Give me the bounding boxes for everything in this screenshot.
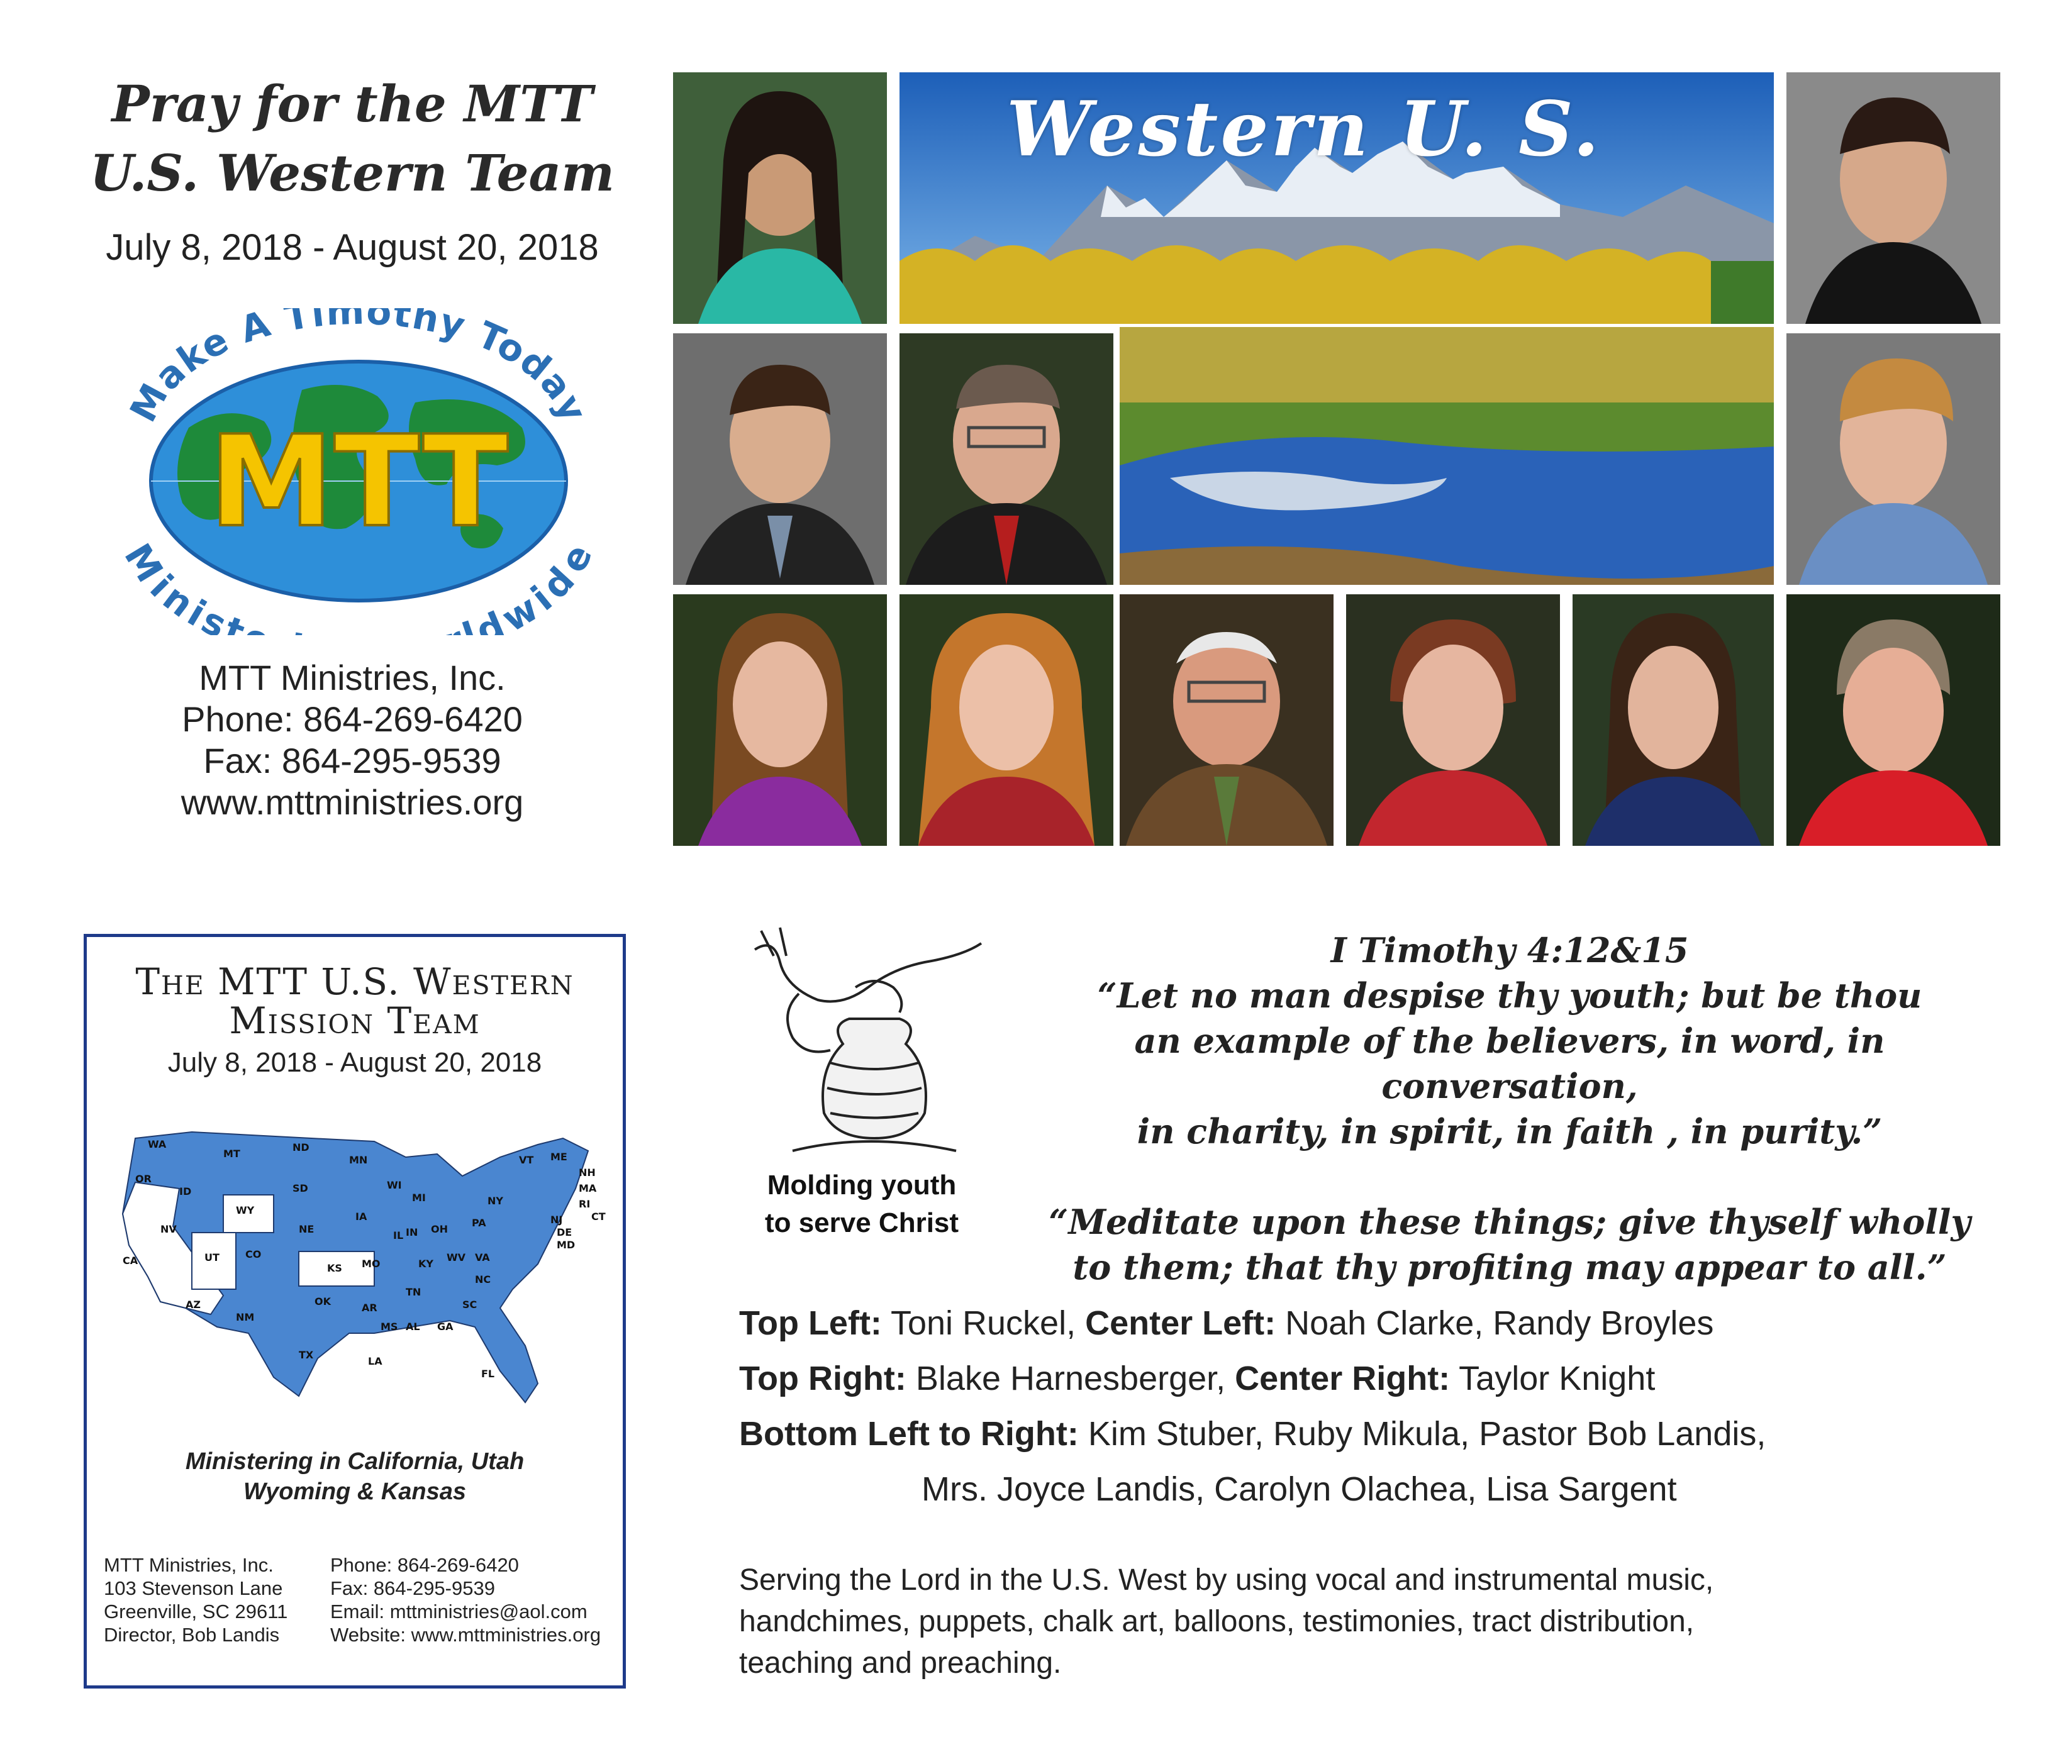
contact-line: Website: www.mttministries.org <box>330 1624 601 1646</box>
svg-text:MD: MD <box>557 1239 576 1251</box>
molding-line-2: to serve Christ <box>764 1207 959 1238</box>
address-line: Greenville, SC 29611 <box>104 1600 288 1623</box>
svg-text:TX: TX <box>299 1349 314 1361</box>
potter-hands-illustration <box>742 924 994 1170</box>
contact-fax: Fax: 864-295-9539 <box>203 741 501 780</box>
names-top-left: Toni Ruckel, <box>881 1304 1086 1342</box>
scripture-line: “Meditate upon these things; give thyself wholly <box>1049 1202 1971 1242</box>
svg-text:NH: NH <box>579 1167 596 1179</box>
svg-text:IN: IN <box>406 1226 418 1238</box>
svg-text:IA: IA <box>355 1211 367 1223</box>
contact-line: Fax: 864-295-9539 <box>330 1577 495 1599</box>
svg-text:OH: OH <box>431 1223 448 1235</box>
portrait-center-right <box>1786 333 2000 585</box>
contact-line: Email: mttministries@aol.com <box>330 1600 588 1623</box>
svg-text:NV: NV <box>160 1223 177 1235</box>
mission-box-contact <box>330 1553 620 1646</box>
team-line-1 <box>739 1295 1997 1351</box>
svg-text:ID: ID <box>179 1185 192 1197</box>
mtt-logo <box>113 308 604 635</box>
svg-text:UT: UT <box>204 1251 220 1263</box>
label-bottom: Bottom Left to Right: <box>739 1415 1079 1453</box>
svg-text:IL: IL <box>393 1229 404 1241</box>
serving-line: handchimes, puppets, chalk art, balloons, testimonies, tract distribution, <box>739 1605 1695 1638</box>
portrait-top-left <box>673 72 887 324</box>
portrait-bottom-5 <box>1573 594 1774 846</box>
svg-text:VA: VA <box>475 1251 490 1263</box>
portrait-top-right <box>1786 72 2000 324</box>
names-center-right: Taylor Knight <box>1450 1360 1656 1397</box>
svg-text:PA: PA <box>472 1217 486 1229</box>
mission-box-region <box>84 1446 626 1507</box>
contact-line: Phone: 864-269-6420 <box>330 1554 519 1576</box>
region-line-2: Wyoming & Kansas <box>243 1478 467 1505</box>
logo-center-text: MTT <box>208 409 509 555</box>
scripture-line: in charity, in spirit, in faith , in purity.” <box>1137 1111 1883 1151</box>
svg-text:WA: WA <box>148 1138 167 1150</box>
svg-text:KY: KY <box>418 1258 433 1270</box>
scripture-block <box>1019 928 2000 1290</box>
banner-caption: Western U. S. <box>1006 85 1602 174</box>
header-dates: July 8, 2018 - August 20, 2018 <box>106 227 599 268</box>
svg-text:CT: CT <box>591 1211 606 1223</box>
svg-text:NY: NY <box>487 1195 503 1207</box>
title-line-1: Pray for the MTT <box>111 74 593 133</box>
team-line-3 <box>739 1406 1997 1462</box>
svg-text:NJ: NJ <box>550 1214 563 1226</box>
scripture-line: to them; that thy profiting may appear to all.” <box>1072 1247 1947 1287</box>
address-line: 103 Stevenson Lane <box>104 1577 283 1599</box>
svg-text:ME: ME <box>550 1151 567 1163</box>
label-center-left: Center Left: <box>1085 1304 1276 1342</box>
portrait-center-left-2 <box>900 333 1113 585</box>
scripture-reference: I Timothy 4:12&15 <box>1330 930 1689 970</box>
names-top-right: Blake Harnesberger, <box>906 1360 1235 1397</box>
portrait-center-left-1 <box>673 333 887 585</box>
label-center-right: Center Right: <box>1235 1360 1451 1397</box>
svg-text:KS: KS <box>327 1262 342 1274</box>
address-line: MTT Ministries, Inc. <box>104 1554 274 1576</box>
scripture-line: an example of the believers, in word, in conversation, <box>1134 1021 1885 1106</box>
team-line-2 <box>739 1351 1997 1406</box>
portrait-bottom-2 <box>900 594 1113 846</box>
page-title <box>38 69 667 208</box>
names-center-left: Noah Clarke, Randy Broyles <box>1276 1304 1714 1342</box>
names-bottom-1: Kim Stuber, Ruby Mikula, Pastor Bob Landis, <box>1078 1415 1766 1453</box>
team-names <box>739 1295 1997 1517</box>
svg-text:MO: MO <box>362 1258 381 1270</box>
svg-text:LA: LA <box>368 1355 382 1367</box>
mission-box-title-line-1: The MTT U.S. Western <box>135 960 574 1003</box>
svg-text:FL: FL <box>481 1368 495 1380</box>
landscape-banner-river <box>1120 327 1774 585</box>
svg-text:MI: MI <box>412 1192 426 1204</box>
mission-box-address <box>104 1553 343 1646</box>
scripture-line: “Let no man despise thy youth; but be thou <box>1097 975 1922 1016</box>
svg-text:AZ: AZ <box>186 1299 201 1311</box>
label-top-left: Top Left: <box>739 1304 882 1342</box>
region-line-1: Ministering in California, Utah <box>185 1448 525 1475</box>
svg-text:AR: AR <box>362 1302 377 1314</box>
serving-line: Serving the Lord in the U.S. West by using vocal and instrumental music, <box>739 1563 1714 1597</box>
contact-web: www.mttministries.org <box>181 782 524 822</box>
svg-text:SC: SC <box>462 1299 477 1311</box>
svg-text:RI: RI <box>579 1198 591 1210</box>
svg-text:VT: VT <box>519 1154 534 1166</box>
svg-text:TN: TN <box>406 1286 421 1298</box>
svg-text:NM: NM <box>236 1311 255 1323</box>
svg-text:AL: AL <box>406 1321 420 1333</box>
serving-line: teaching and preaching. <box>739 1646 1062 1680</box>
svg-text:WV: WV <box>447 1251 466 1263</box>
mission-box-title <box>84 962 626 1040</box>
svg-text:NE: NE <box>299 1223 315 1235</box>
svg-text:OK: OK <box>315 1295 331 1307</box>
portrait-bottom-4 <box>1346 594 1560 846</box>
serving-paragraph <box>739 1560 1997 1684</box>
svg-text:GA: GA <box>437 1321 454 1333</box>
team-line-4: Mrs. Joyce Landis, Carolyn Olachea, Lisa Sargent <box>922 1470 1677 1508</box>
logo-arc-bottom: Minist dwide <box>116 536 601 635</box>
contact-phone: Phone: 864-269-6420 <box>182 699 523 739</box>
svg-text:CO: CO <box>245 1248 262 1260</box>
molding-caption <box>723 1167 1000 1242</box>
mission-box-title-line-2: Mission Team <box>229 999 481 1042</box>
svg-text:MA: MA <box>579 1182 597 1194</box>
svg-text:MS: MS <box>381 1321 398 1333</box>
us-map <box>110 1119 613 1421</box>
svg-text:WY: WY <box>236 1204 255 1216</box>
svg-text:DE: DE <box>557 1226 572 1238</box>
svg-text:NC: NC <box>475 1273 491 1285</box>
label-top-right: Top Right: <box>739 1360 906 1397</box>
svg-text:MT: MT <box>223 1148 240 1160</box>
svg-text:ND: ND <box>292 1141 309 1153</box>
portrait-bottom-3 <box>1120 594 1334 846</box>
svg-text:SD: SD <box>292 1182 308 1194</box>
title-line-2: U.S. Western Team <box>90 143 615 202</box>
portrait-bottom-6 <box>1786 594 2000 846</box>
contact-block <box>38 657 667 823</box>
svg-text:WI: WI <box>387 1179 402 1191</box>
svg-text:CA: CA <box>123 1255 138 1267</box>
portrait-bottom-1 <box>673 594 887 846</box>
svg-text:MN: MN <box>349 1154 368 1166</box>
svg-text:OR: OR <box>135 1173 152 1185</box>
mission-box-dates: July 8, 2018 - August 20, 2018 <box>167 1047 542 1078</box>
contact-org: MTT Ministries, Inc. <box>199 658 506 697</box>
address-line: Director, Bob Landis <box>104 1624 280 1646</box>
molding-line-1: Molding youth <box>767 1170 957 1201</box>
logo-arc-top: Make A Timothy Today <box>121 308 596 429</box>
